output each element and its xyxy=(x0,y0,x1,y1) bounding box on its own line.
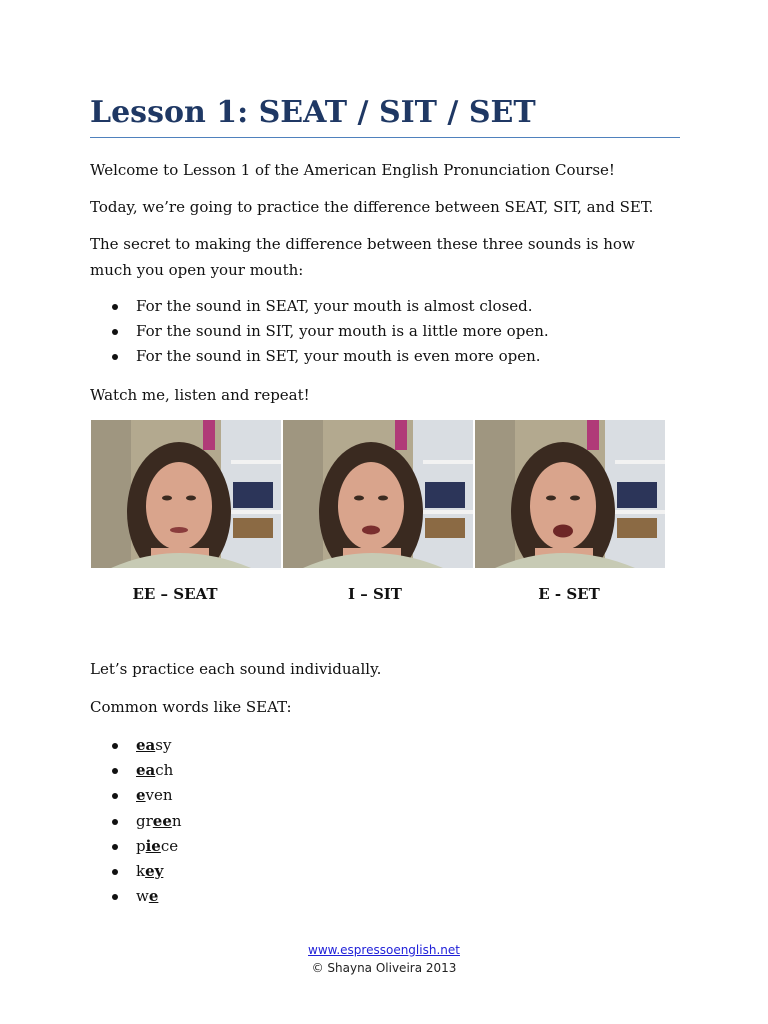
bullet-icon xyxy=(112,793,118,799)
list-item: For the sound in SET, your mouth is even more open. xyxy=(90,344,549,369)
welcome-paragraph: Welcome to Lesson 1 of the American English Pronunciation Course! xyxy=(90,161,615,179)
caption-seat: EE – SEAT xyxy=(132,585,218,603)
caption-set: E - SET xyxy=(538,585,600,603)
bullet-icon xyxy=(112,894,118,900)
common-words-heading: Common words like SEAT: xyxy=(90,698,292,716)
seat-words-list xyxy=(90,733,182,909)
list-item: we xyxy=(90,884,182,909)
list-item: each xyxy=(90,758,182,783)
video-frame-set xyxy=(475,420,665,568)
list-item: green xyxy=(90,809,182,834)
video-frame-sit xyxy=(283,420,473,568)
video-frame-seat xyxy=(91,420,281,568)
secret-paragraph: The secret to making the difference between these three sounds is how much you open your mouth: xyxy=(90,235,635,279)
bullet-icon xyxy=(112,819,118,825)
list-item: easy xyxy=(90,733,182,758)
website-link[interactable]: www.espressoenglish.net xyxy=(308,943,460,957)
bullet-icon xyxy=(112,768,118,774)
copyright-notice: © Shayna Oliveira 2013 xyxy=(311,961,457,975)
bullet-icon xyxy=(112,304,118,310)
practice-paragraph: Let’s practice each sound individually. xyxy=(90,660,382,678)
title-underline-rule xyxy=(90,137,680,138)
list-item: even xyxy=(90,783,182,808)
list-item: For the sound in SEAT, your mouth is almost closed. xyxy=(90,294,549,319)
watch-paragraph: Watch me, listen and repeat! xyxy=(90,386,310,404)
bullet-icon xyxy=(112,329,118,335)
mouth-opening-list xyxy=(90,294,549,370)
video-frames xyxy=(91,420,665,568)
list-item: piece xyxy=(90,834,182,859)
bullet-icon xyxy=(112,743,118,749)
bullet-icon xyxy=(112,354,118,360)
bullet-icon xyxy=(112,869,118,875)
list-item: key xyxy=(90,859,182,884)
today-paragraph: Today, we’re going to practice the difference between SEAT, SIT, and SET. xyxy=(90,198,654,216)
bullet-icon xyxy=(112,844,118,850)
list-item: For the sound in SIT, your mouth is a little more open. xyxy=(90,319,549,344)
page-title: Lesson 1: SEAT / SIT / SET xyxy=(90,95,536,130)
caption-sit: I – SIT xyxy=(348,585,402,603)
